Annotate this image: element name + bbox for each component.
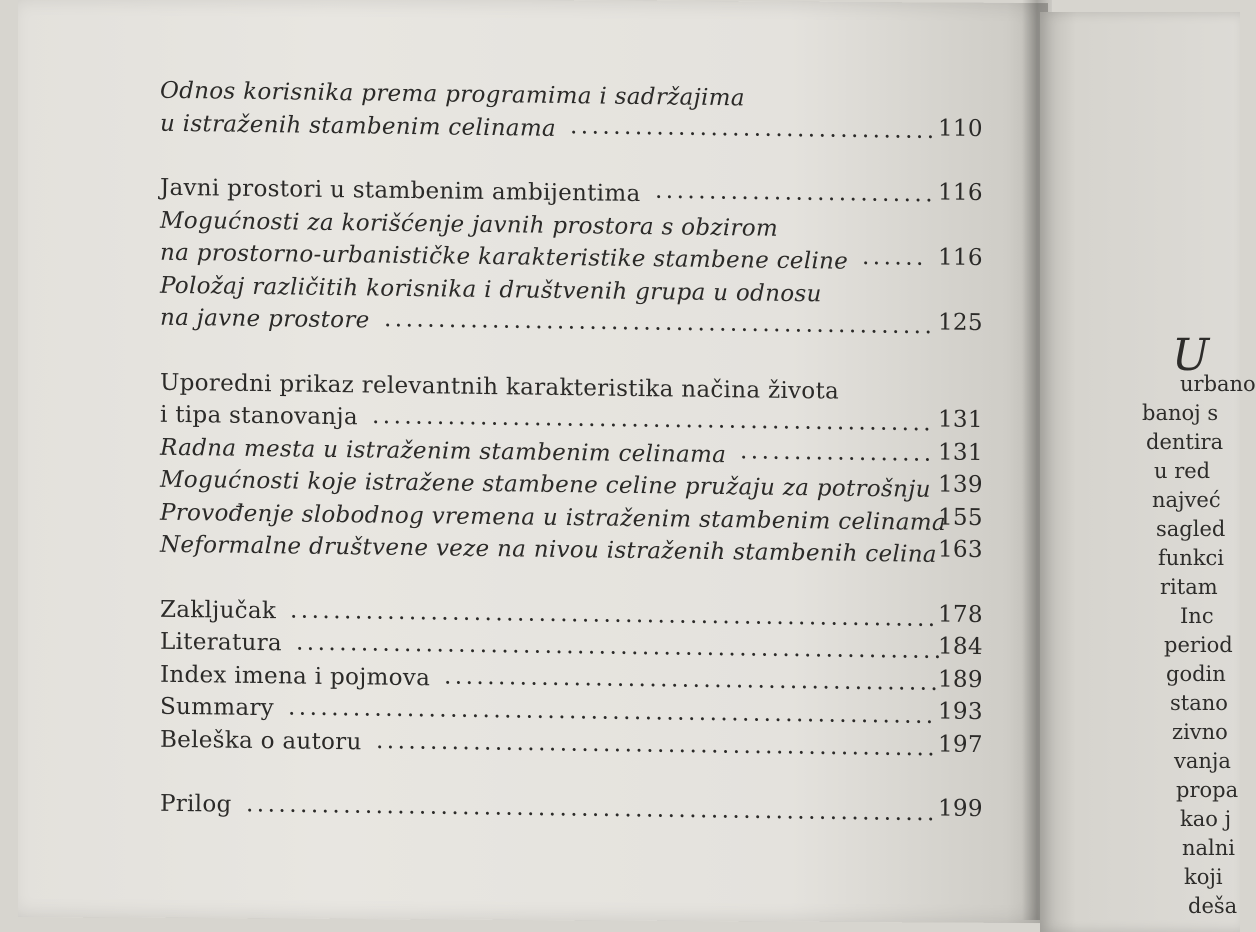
page-number: 139: [937, 471, 983, 499]
right-page-line: period: [1164, 633, 1233, 657]
drop-cap: U: [1172, 330, 1210, 381]
leader-dots: ....................................................: [371, 403, 935, 437]
right-page-line: nalni: [1182, 836, 1236, 860]
toc-entry-line: Mogućnosti koje istražene stambene celine pružaju za potrošnju: [159, 466, 931, 503]
page-number: 131: [937, 406, 983, 434]
toc-entry-line: Prilog: [159, 790, 232, 818]
toc-entry-line: Radna mesta u istraženim stambenim celinama: [159, 434, 727, 468]
toc-entry-line: Mogućnosti za korišćenje javnih prostora s obzirom: [159, 207, 779, 242]
toc-entry-line: na prostorno-urbanističke karakteristike stambene celine: [159, 239, 849, 275]
page-number: 197: [937, 730, 983, 758]
toc-entry-line: na javne prostore: [159, 304, 370, 334]
page-number: 110: [937, 114, 983, 142]
toc-entry-line: Summary: [159, 693, 275, 722]
leader-dots: ..................: [740, 437, 935, 467]
page-number: 178: [937, 600, 983, 628]
leader-dots: ..................................: [569, 112, 938, 144]
right-page-line: zivno: [1172, 720, 1228, 744]
leader-dots: ................................................................: [245, 791, 938, 827]
leader-dots: ..............................................: [444, 662, 942, 696]
toc-entry-line: Literatura: [159, 628, 283, 657]
toc-entry-line: Odnos korisnika prema programima i sadržajima: [159, 77, 745, 112]
page-number: 131: [937, 438, 983, 466]
leader-dots: ..........................: [654, 177, 936, 208]
toc-entry-line: Uporedni prikaz relevantnih karakteristika načina života: [159, 369, 840, 405]
page-number: 125: [937, 309, 983, 337]
leader-dots: ............................................................: [295, 629, 945, 665]
leader-dots: ............................................................: [287, 694, 937, 729]
right-page-line: Inc: [1180, 604, 1214, 628]
right-page-line: koji: [1184, 865, 1223, 889]
right-page-line: godin: [1166, 662, 1226, 686]
right-page-line: u red: [1154, 459, 1211, 483]
toc-entry-line: u istraženih stambenim celinama: [159, 110, 557, 142]
right-page-line: banoj s: [1142, 401, 1219, 425]
right-page-line: stano: [1170, 691, 1228, 715]
left-page: [18, 0, 1048, 923]
page-number: 155: [937, 503, 983, 531]
right-page-line: deša: [1188, 894, 1238, 918]
page-number: 116: [937, 244, 983, 272]
right-page-line: dentira: [1146, 430, 1224, 454]
toc-entry-line: i tipa stanovanja: [159, 401, 358, 431]
toc-entry-line: Položaj različitih korisnika i društvenih grupa u odnosu: [159, 272, 822, 307]
page-number: 184: [937, 633, 983, 661]
leader-dots: ......: [862, 244, 928, 271]
page-number: 193: [937, 698, 983, 726]
right-page-line: kao j: [1180, 807, 1232, 831]
leader-dots: ...................................................: [383, 306, 936, 340]
page-number: 199: [937, 795, 983, 823]
right-page-line: najveć: [1152, 488, 1221, 512]
toc-entry-line: Provođenje slobodnog vremena u istraženim stambenim celinama: [159, 499, 946, 536]
right-page-line: propa: [1176, 778, 1239, 802]
right-page-line: vanja: [1174, 749, 1231, 773]
toc-entry-line: Zaključak: [159, 596, 277, 624]
toc-entry-line: Javni prostori u stambenim ambijentima: [159, 174, 641, 208]
page-number: 116: [937, 179, 983, 207]
leader-dots: ....................................................: [375, 727, 938, 761]
right-page-line: ritam: [1160, 575, 1218, 599]
page-number: 189: [937, 665, 983, 693]
right-page-line: funkci: [1158, 546, 1225, 570]
toc-entry-line: Index imena i pojmova: [159, 661, 431, 691]
leader-dots: ............................................................: [290, 597, 939, 632]
page-number: 163: [937, 536, 983, 564]
right-page-line: sagled: [1156, 517, 1226, 541]
right-page: [1040, 12, 1256, 932]
right-page-line: urbano: [1180, 372, 1256, 396]
table-of-contents: [18, 0, 1048, 827]
toc-entry-line: Neformalne društvene veze na nivou istraženih stambenih celina: [159, 531, 937, 568]
toc-entry-line: Beleška o autoru: [159, 726, 362, 755]
